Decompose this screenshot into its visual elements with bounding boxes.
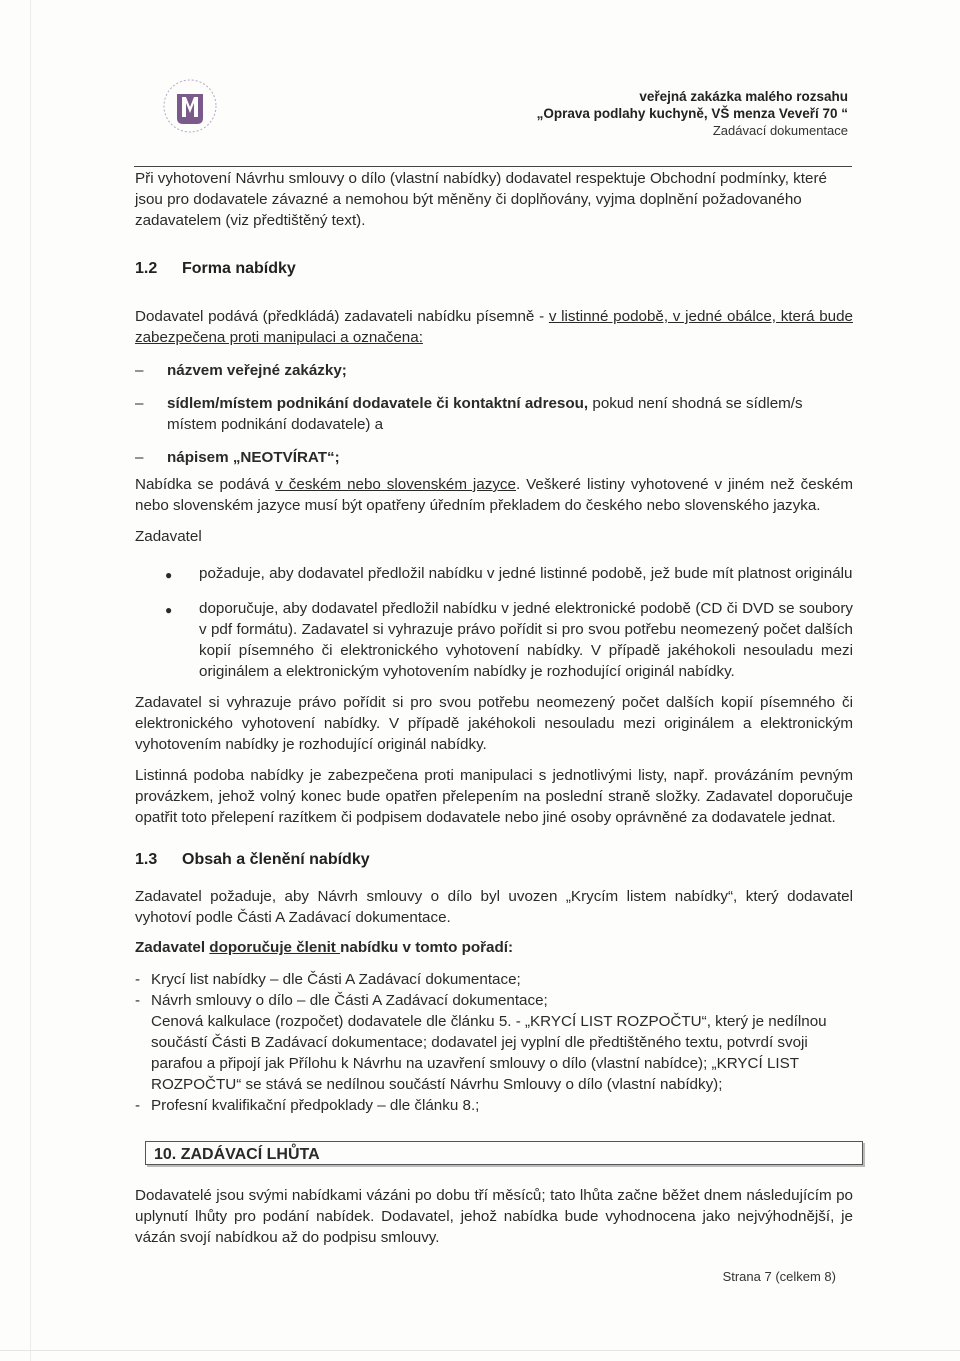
header-rule (134, 166, 852, 167)
section-number: 1.3 (135, 851, 158, 868)
form-paragraph (135, 306, 853, 348)
form-underlined-text: v listinné podobě, v jedné obálce, která bude zabezpečena proti manipulaci a označena: (135, 308, 853, 346)
bullet-text: požaduje, aby dodavatel předložil nabídku v jedné listinné podobě, jež bude mít platnost originálu (199, 565, 853, 582)
list-item-text: Návrh smlouvy o dílo – dle Části A Zadávací dokumentace; (151, 992, 548, 1009)
list-item-bold: sídlem/místem podnikání dodavatele či kontaktní adresou, (167, 395, 589, 412)
list-item-rest: pokud není shodná se sídlem/s místem podnikání dodavatele) a (167, 395, 803, 433)
bullet-text: doporučuje, aby dodavatel předložil nabídku v jedné elektronické podobě (CD či DVD se soubory v pdf formátu). Zadavatel si vyhrazuje právo pořídit si pro svou potřebu neomezený počet dalších kopií písemného či elektronického vyhotovení nabídky. V případě jakéhokoli nesouladu mezi originálem a elektronickým vyhotovením nabídky je rozhodující originál nabídky. (199, 600, 853, 680)
list-item-text (167, 393, 853, 435)
language-paragraph (135, 474, 853, 516)
dash-marker: – (135, 449, 144, 466)
bullet-item (165, 598, 853, 682)
dash-marker: – (135, 395, 144, 412)
page-number: Strana 7 (celkem 8) (722, 1269, 836, 1284)
header-contract-type: veřejná zakázka malého rozsahu (639, 89, 848, 104)
scan-edge (30, 0, 31, 1361)
section-heading-1-3 (135, 849, 853, 870)
intro-paragraph: Při vyhotovení Návrhu smlouvy o dílo (vlastní nabídky) dodavatel respektuje Obchodní podmínky, které jsou pro dodavatele závazné a nemohou být měněny či doplňovány, vyjma doplnění požadovaného zadavatelem (viz předtištěný text). (135, 170, 827, 229)
header-contract-title: „Oprava podlahy kuchyně, VŠ menza Veveří 70 “ (536, 106, 848, 121)
list-item (135, 360, 853, 381)
order-paragraph (135, 937, 853, 958)
page-header (537, 88, 848, 139)
document-body (135, 168, 853, 1248)
seal-paragraph: Listinná podoba nabídky je zabezpečena proti manipulaci s jednotlivými listy, např. provázáním pevným provázkem, jehož volný konec bude opatřen přelepením na poslední straně složky. Zadavatel doporučuje opatřit toto přelepení razítkem či podpisem dodavatele nebo jiné osoby oprávněné za dodavatele jednat. (135, 767, 853, 826)
scan-edge-bottom (0, 1350, 960, 1351)
list-item (135, 393, 853, 435)
list-item (135, 1011, 853, 1095)
list-item-text: Cenová kalkulace (rozpočet) dodavatele dle článku 5. - „KRYCÍ LIST ROZPOČTU“, který je nedílnou součástí Části B Zadávací dokumentace; dodavatel jej vyplní dle předtištěného textu, potvrdí svoji parafou a připojí jak Přílohu k Návrhu na uzavření smlouvy o dílo (vlastní nabídce); „KRYCÍ LIST ROZPOČTU“ se stává se nedílnou součástí Návrhu Smlouvy o dílo (vlastní nabídky); (151, 1013, 827, 1093)
list-marker: - (135, 992, 141, 1009)
section-title: Forma nabídky (182, 260, 296, 277)
list-item (135, 969, 853, 990)
list-marker: - (135, 971, 141, 988)
language-text: Nabídka se podává (135, 476, 276, 493)
order-underlined: doporučuje členit (209, 939, 341, 956)
list-item (135, 447, 853, 468)
list-item-text: názvem veřejné zakázky; (167, 362, 347, 379)
section-heading-1-2 (135, 258, 853, 279)
form-text: Dodavatel podává (předkládá) zadavateli nabídku písemně - (135, 308, 549, 325)
list-marker-empty (135, 1011, 151, 1095)
list-item-text: nápisem „NEOTVÍRAT“; (167, 449, 340, 466)
cover-sheet-paragraph: Zadavatel požaduje, aby Návrh smlouvy o dílo byl uvozen „Krycím listem nabídky“, který dodavatel vyhotoví podle Části A Zadávací dokumentace. (135, 888, 853, 926)
bullet-item (165, 563, 853, 586)
list-item (135, 1095, 853, 1116)
header-document-name: Zadávací dokumentace (712, 123, 848, 138)
order-rest: nabídku v tomto pořadí: (340, 939, 514, 956)
section-number: 1.2 (135, 260, 158, 277)
list-item (135, 990, 853, 1011)
copies-paragraph: Zadavatel si vyhrazuje právo pořídit si pro svou potřebu neomezený počet dalších kopií písemného či elektronického vyhotovení nabídky. V případě jakéhokoli nesouladu mezi originálem a elektronickým vyhotovením nabídky je rozhodující originál nabídky. (135, 694, 853, 753)
section-title: Obsah a členění nabídky (182, 851, 370, 868)
list-marker: - (135, 1097, 141, 1114)
list-item-text: Profesní kvalifikační předpoklady – dle článku 8.; (151, 1097, 480, 1114)
list-item-text: Krycí list nabídky – dle Části A Zadávací dokumentace; (151, 971, 521, 988)
order-text: Zadavatel (135, 939, 210, 956)
language-underlined: v českém nebo slovenském jazyce (275, 476, 516, 493)
validity-paragraph: Dodavatelé jsou svými nabídkami vázáni po dobu tří měsíců; tato lhůta začne běžet dnem následujícím po uplynutí lhůty pro podání nabídek. Dodavatel, jehož nabídka bude vyhodnocena jako nejvýhodnější, je vázán svojí nabídkou až do podpisu smlouvy. (135, 1187, 853, 1246)
language-rest: . Veškeré listiny vyhotovené v jiném než českém nebo slovenském jazyce musí být opatřeny úředním překladem do českého nebo slovenského jazyka. (135, 476, 853, 514)
contracting-authority-label: Zadavatel (135, 528, 202, 545)
bullet-icon: ● (165, 568, 173, 582)
dash-marker: – (135, 362, 144, 379)
university-seal-icon (150, 70, 230, 140)
bullet-icon: ● (165, 603, 173, 617)
section-heading-10: 10. ZADÁVACÍ LHŮTA (145, 1141, 863, 1165)
